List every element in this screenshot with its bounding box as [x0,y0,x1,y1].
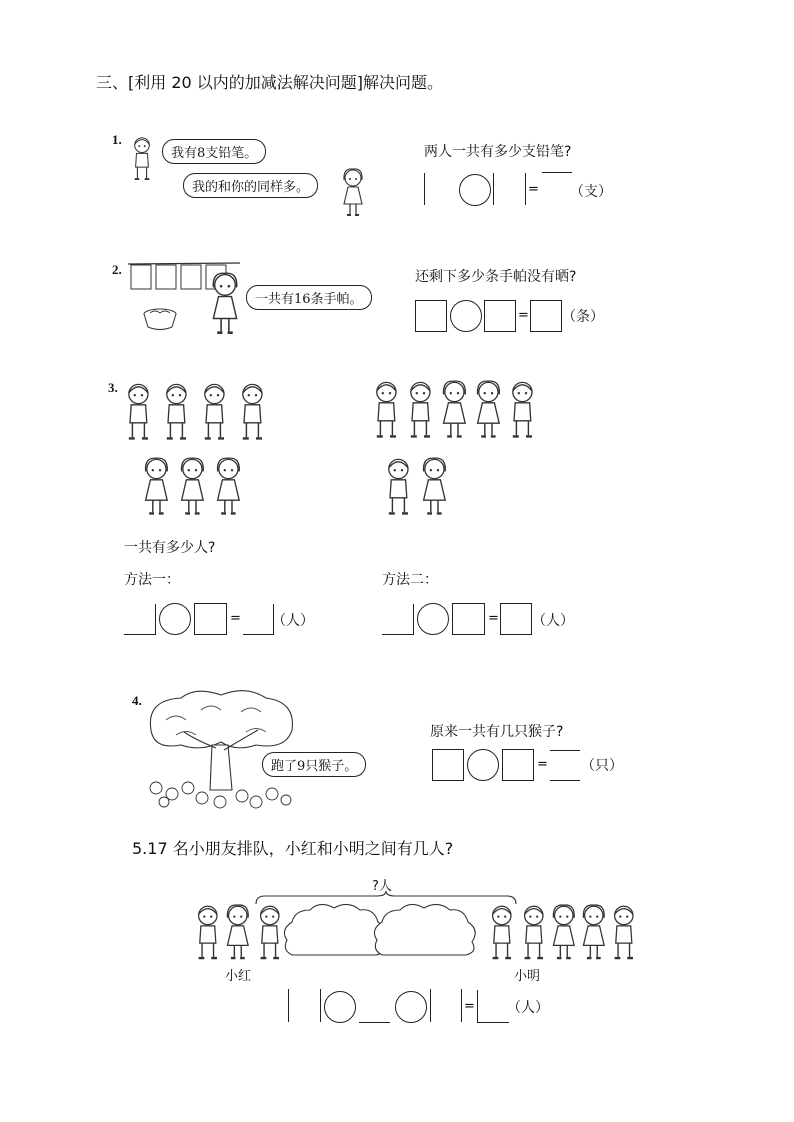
answer-slot-2[interactable] [359,990,390,1023]
speech-bubble-boy: 我有8支铅笔。 [162,139,266,164]
answer-box-1[interactable] [432,749,464,781]
unit-label: （条） [562,309,604,325]
label-xiaohong: 小红 [225,969,252,984]
operator-circle[interactable] [467,749,499,781]
unit-label: （人） [272,613,314,629]
tree-with-monkeys [146,690,296,812]
problem-1-question: 两人一共有多少支铅笔? [424,144,572,160]
speech-bubble-girl: 一共有16条手帕。 [246,285,372,310]
answer-slot-2[interactable] [493,173,526,205]
equals-sign: = [528,182,539,197]
children-group-left [122,380,272,442]
problem-2-question: 还剩下多少条手帕没有晒? [415,269,577,285]
unit-label: （人） [507,1000,549,1016]
speech-bubble: 跑了9只猴子。 [262,752,366,777]
children-group-right-bottom [382,455,457,517]
problem-4-question: 原来一共有几只猴子? [430,724,564,740]
equals-sign: = [230,611,241,626]
problem-3-number: 3. [108,380,118,395]
method-one-label: 方法一： [124,572,180,588]
answer-box-result[interactable] [530,300,562,332]
equals-sign: = [537,757,548,772]
answer-slot-1[interactable] [382,604,414,635]
answer-slot-result[interactable] [477,990,509,1023]
children-queue [192,900,642,962]
unit-label: （支） [570,184,612,200]
answer-box-2[interactable] [484,300,516,332]
operator-circle[interactable] [459,174,491,206]
problem-3-question: 一共有多少人? [124,540,216,556]
problem-2-number: 2. [112,262,122,277]
girl-illustration [208,272,242,334]
answer-slot-1[interactable] [424,173,457,205]
method-two-label: 方法二： [382,572,438,588]
children-group-left-girls [140,455,250,517]
girl-illustration [336,168,370,216]
answer-box-result[interactable] [500,603,532,635]
answer-box-1[interactable] [415,300,447,332]
answer-slot-1[interactable] [124,604,156,635]
problem-5-number: 5. [132,839,148,858]
speech-bubble-girl: 我的和你的同样多。 [183,173,318,198]
answer-slot-result[interactable] [550,750,580,781]
equals-sign: = [464,999,475,1014]
basin-illustration [143,308,177,330]
answer-box-2[interactable] [452,603,485,635]
answer-slot-3[interactable] [430,989,462,1022]
equals-sign: = [488,611,499,626]
answer-result[interactable] [542,172,572,173]
equals-sign: = [518,308,529,323]
problem-4-number: 4. [132,693,142,708]
answer-slot-1[interactable] [288,989,321,1022]
operator-circle[interactable] [159,603,191,635]
label-xiaoming: 小明 [514,969,541,984]
problem-1-number: 1. [112,132,122,147]
section-title: 三、[利用 20 以内的加减法解决问题]解决问题。 [96,73,444,92]
answer-slot-result[interactable] [243,604,274,635]
operator-circle[interactable] [417,603,449,635]
boy-illustration [120,136,164,180]
operator-circle-2[interactable] [395,991,427,1023]
answer-box-2[interactable] [194,603,227,635]
brace-label: ?人 [372,879,392,894]
operator-circle-1[interactable] [324,991,356,1023]
problem-5-title [132,836,453,859]
problem-5-question: 17 名小朋友排队，小红和小明之间有几人? [147,839,454,858]
unit-label: （只） [581,758,623,774]
children-group-right [370,378,545,440]
unit-label: （人） [532,613,574,629]
answer-box-2[interactable] [502,749,534,781]
operator-circle[interactable] [450,300,482,332]
